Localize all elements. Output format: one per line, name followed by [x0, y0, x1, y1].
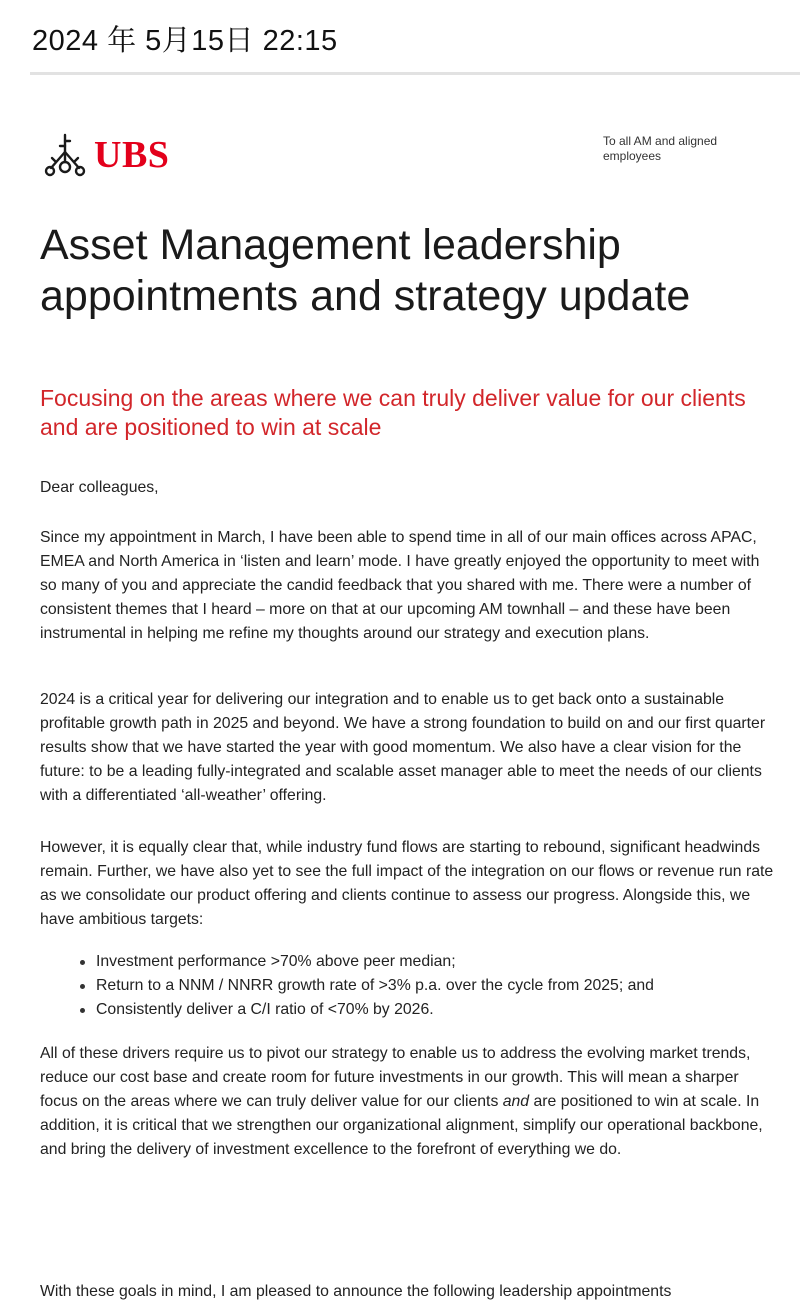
- recipients-note: To all AM and aligned employees: [603, 134, 718, 163]
- paragraph: [40, 1042, 775, 1162]
- paragraph: 2024 is a critical year for delivering our integration and to enable us to get back onto a sustainable profitable growth path in 2025 and beyond. We have a strong foundation to build on and our first quarter results show that we have started the year with good momentum. We also have a clear vision for the future: to be a leading fully-integrated and scalable asset manager able to meet the needs of our clients with a differentiated ‘all-weather’ offering.: [40, 691, 766, 804]
- list-item: Consistently deliver a C/I ratio of <70% by 2026.: [40, 998, 654, 1022]
- paragraph: However, it is equally clear that, while industry fund flows are starting to rebound, significant headwinds remain. Further, we have also yet to see the full impact of the integration on our flows or revenue run rate as we consolidate our product offering and clients continue to assess our progress. Alongside this, we have ambitious targets:: [40, 839, 774, 928]
- subtitle: Focusing on the areas where we can truly deliver value for our clients and are positioned to win at scale: [40, 385, 746, 440]
- status-header: [0, 0, 800, 74]
- list-item: Investment performance >70% above peer median;: [40, 950, 654, 974]
- ubs-logo: [42, 132, 169, 178]
- paragraph: Since my appointment in March, I have been able to spend time in all of our main offices across APAC, EMEA and North America in ‘listen and learn’ mode. I have greatly enjoyed the opportunity to meet with so many of you and appreciate the candid feedback that you shared with me. There were a number of consistent themes that I heard – more on that at our upcoming AM townhall – and these have been instrumental in helping me refine my thoughts around our strategy and execution plans.: [40, 529, 760, 642]
- truncated-paragraph: With these goals in mind, I am pleased to announce the following leadership appointments: [40, 1283, 672, 1300]
- emphasis-text: and: [502, 1093, 530, 1110]
- timestamp: 2024 年 5月15日 22:15: [32, 25, 338, 57]
- page-title: Asset Management leadership appointments and strategy update: [40, 221, 691, 320]
- greeting: Dear colleagues,: [40, 479, 159, 496]
- header-divider: [30, 72, 800, 75]
- list-item: Return to a NNM / NNRR growth rate of >3% p.a. over the cycle from 2025; and: [40, 974, 654, 998]
- paragraph-text: All of these drivers require us to pivot our strategy to enable us to address the evolving market trends, reduce our cost base and create room for future investments in our growth. This will mean a sharper focus on the areas where we can truly deliver value for our clients: [40, 1045, 751, 1110]
- ubs-keys-icon: [42, 132, 88, 178]
- targets-list: [40, 950, 654, 1022]
- paragraph-text: are positioned to win at scale. In addition, it is critical that we strengthen our organizational alignment, simplify our operational backbone, and bring the delivery of investment excellence to the forefront of everything we do.: [40, 1093, 763, 1158]
- logo-wordmark: UBS: [94, 134, 170, 176]
